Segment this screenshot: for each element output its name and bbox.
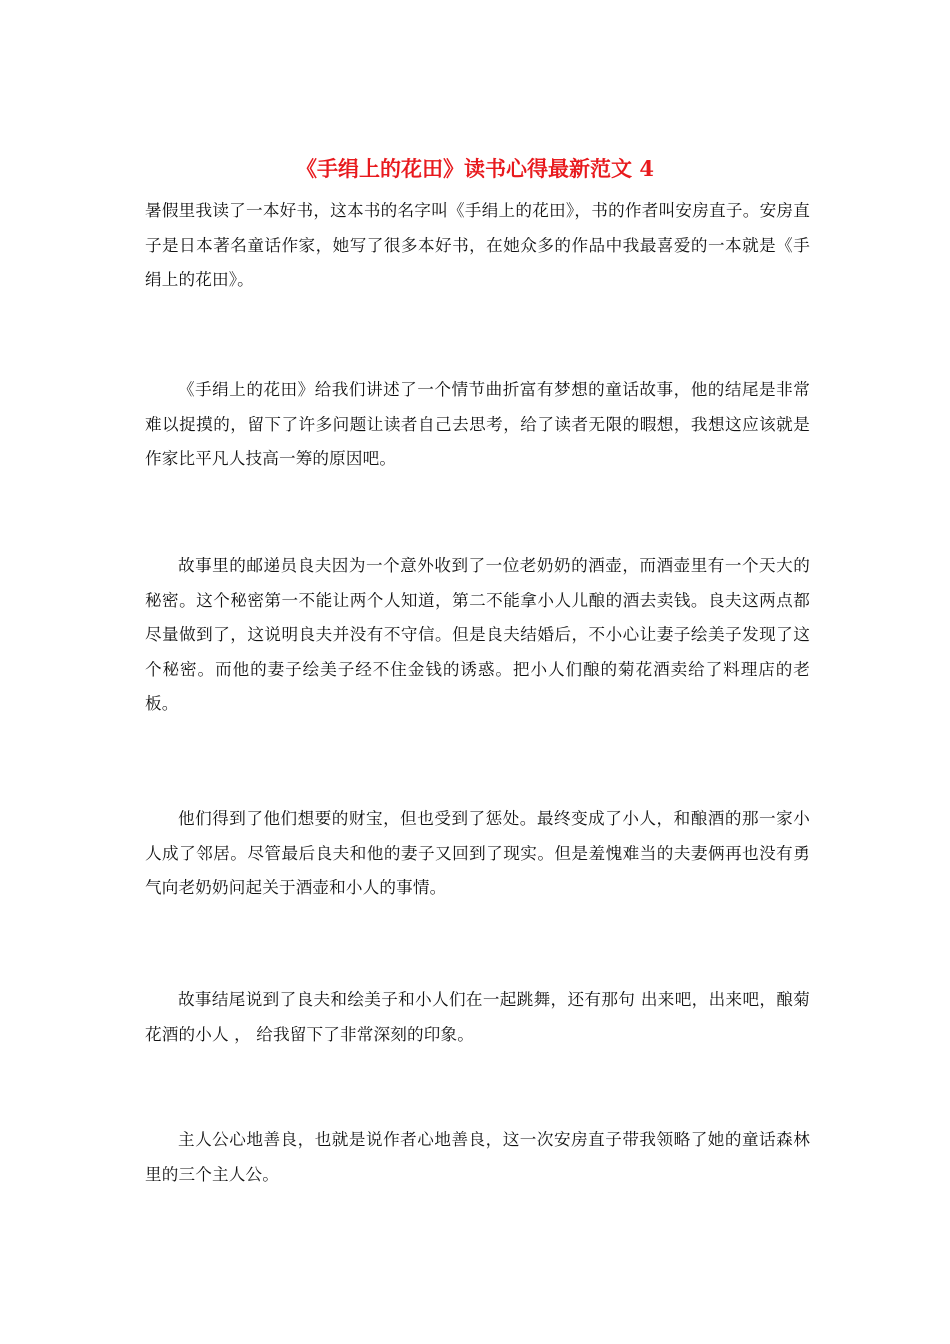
paragraph-consequence: 他们得到了他们想要的财宝，但也受到了惩处。最终变成了小人，和酿酒的那一家小人成了邻居。尽管最后良夫和他的妻子又回到了现实。但是羞愧难当的夫妻俩再也没有勇气向老奶奶问起关于酒壶和小人的事情。 bbox=[145, 809, 810, 897]
paragraph-conclusion: 主人公心地善良，也就是说作者心地善良，这一次安房直子带我领略了她的童话森林 里的三个主人公。 bbox=[145, 1130, 810, 1184]
document-title: 《手绢上的花田》读书心得最新范文 4 bbox=[296, 156, 654, 181]
paragraph-story-detail: 故事里的邮递员良夫因为一个意外收到了一位老奶奶的酒壶，而酒壶里有一个天大的秘密。这个秘密第一不能让两个人知道，第二不能拿小人儿酿的酒去卖钱。良夫这两点都尽量做到了，这说明良夫并没有不守信。但是良夫结婚后，不小心让妻子绘美子发现了这个秘密。而他的妻子绘美子经不住金钱的诱惑。把小人们酿的菊花酒卖给了料理店的老板。 bbox=[145, 556, 810, 713]
paragraph-intro: 暑假里我读了一本好书，这本书的名字叫《手绢上的花田》，书的作者叫安房直子。安房直子是日本著名童话作家，她写了很多本好书，在她众多的作品中我最喜爱的一本就是《手绢上的花田》。 bbox=[145, 201, 810, 289]
paragraph-ending: 故事结尾说到了良夫和绘美子和小人们在一起跳舞，还有那句 出来吧，出来吧，酿菊花酒的小人 ， 给我留下了非常深刻的印象。 bbox=[145, 990, 810, 1044]
paragraph-story-summary: 《手绢上的花田》给我们讲述了一个情节曲折富有梦想的童话故事，他的结尾是非常难以捉摸的，留下了许多问题让读者自己去思考，给了读者无限的暇想，我想这应该就是作家比平凡人技高一筹的原因吧。 bbox=[145, 380, 810, 468]
